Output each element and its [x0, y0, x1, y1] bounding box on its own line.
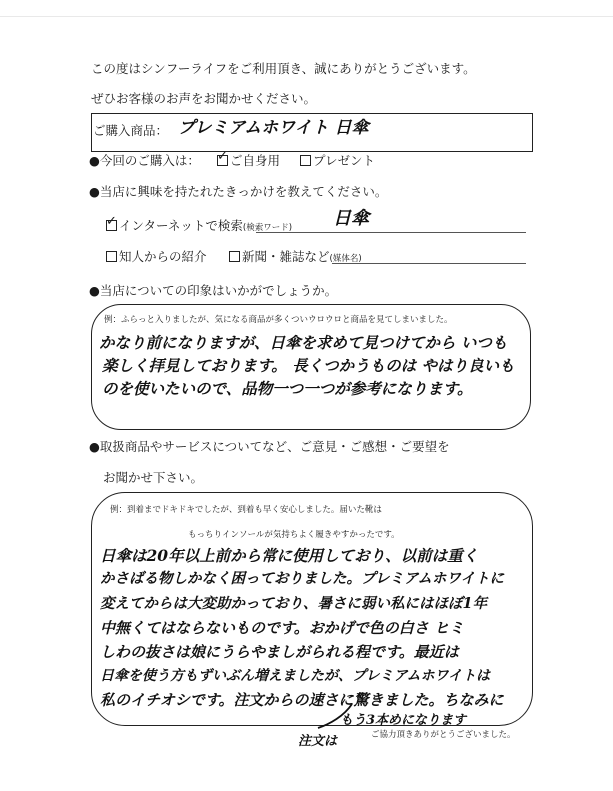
q4-answer-line-3: 変えてからは大変助かっており、暑さに弱い私にはほぼ1年 — [100, 595, 488, 612]
q4-example-line-2: もっちりインソールが気持ちよく履きやすかったです。 — [188, 530, 400, 540]
checkbox-icon[interactable] — [229, 251, 240, 262]
product-label: ご購入商品： — [93, 123, 169, 138]
q4-label-line-1: ●取扱商品やサービスについてなど、ご意見・ご感想・ご要望を — [89, 439, 450, 454]
q1-option-self[interactable]: ✓ ご自身用 — [217, 155, 280, 168]
checkbox-checked-icon[interactable] — [106, 220, 117, 231]
q2-option-acquaintance[interactable]: 知人からの紹介 — [106, 251, 207, 264]
q4-example-line-1: 例：到着までドキドキでしたが、到着も早く安心しました。届いた靴は — [110, 505, 382, 515]
q2-option-news[interactable]: 新聞・雑誌など(媒体名) — [229, 251, 362, 264]
intro-line-2: ぜひお客様のお声をお聞かせください。 — [91, 91, 317, 106]
handwritten-annotation: 注文は — [298, 734, 338, 749]
q2-label: ●当店に興味を持たれたきっかけを教えてください。 — [89, 184, 388, 199]
q3-example: 例：ふらっと入りましたが、気になる商品が多くついウロウロと商品を見てしまいました。 — [104, 315, 453, 325]
q4-answer-line-1: 日傘は20年以上前から常に使用しており、以前は重く — [100, 546, 479, 565]
search-word-handwritten: 日傘 — [333, 208, 369, 229]
checkbox-icon[interactable] — [300, 155, 311, 166]
checkbox-checked-icon[interactable] — [217, 155, 228, 166]
q4-answer-line-2: かさばる物しかなく困っておりました。プレミアムホワイトに — [100, 570, 504, 587]
thanks-footer: ご協力頂きありがとうございました。 — [371, 730, 516, 740]
checkbox-icon[interactable] — [106, 251, 117, 262]
product-value-handwritten: プレミアムホワイト 日傘 — [178, 118, 369, 138]
q4-label-line-2: お聞かせ下さい。 — [103, 470, 204, 485]
q4-answer-line-7: 私のイチオシです。注文からの速さに驚きました。ちなみに — [100, 691, 504, 709]
search-word-underline — [256, 232, 526, 233]
media-name-underline — [332, 263, 526, 264]
q4-answer-line-4: 中無くてはならないものです。おかげで色の白さ ヒミ — [100, 619, 465, 637]
q4-answer-line-8: もう3本めになります — [340, 713, 467, 728]
q4-answer-line-5: しわの抜さは娘にうらやましがられる程です。最近は — [100, 643, 459, 661]
q3-answer-line-3: のを使いたいので、品物一つ一つが参考になります。 — [102, 379, 473, 398]
q1-label: ●今回のご購入は： — [89, 153, 200, 168]
q2-option-internet[interactable]: ✓インターネットで検索(検索ワード) — [106, 220, 292, 233]
q4-answer-line-6: 日傘を使う方もずいぶん増えましたが、プレミアムホワイトは — [100, 668, 491, 684]
q3-answer-line-2: 楽しく拝見しております。 長くつかうものは やはり良いも — [102, 356, 515, 375]
intro-line-1: この度はシンフーライフをご利用頂き、誠にありがとうございます。 — [91, 61, 476, 76]
q1-option-gift[interactable]: プレゼント — [300, 155, 375, 168]
q3-label: ●当店についての印象はいかがでしょうか。 — [89, 283, 338, 298]
q3-answer-line-1: かなり前になりますが、日傘を求めて見つけてから いつも — [99, 333, 508, 352]
scan-top-edge — [0, 0, 613, 17]
